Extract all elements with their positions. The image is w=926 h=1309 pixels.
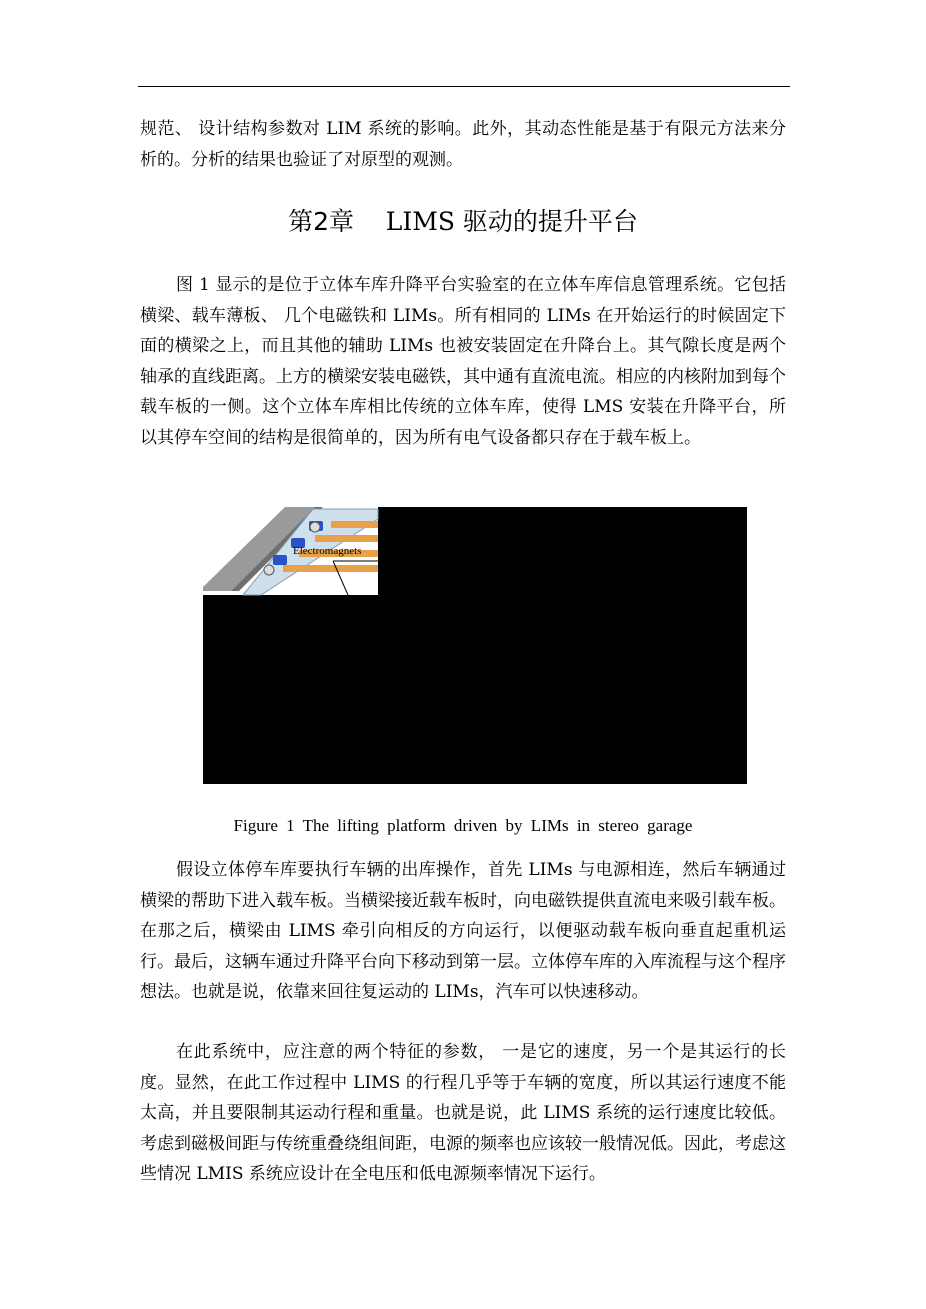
figure-lifting-platform xyxy=(203,507,747,784)
paragraph-system-description: 图 1 显示的是位于立体车库升降平台实验室的在立体车库信息管理系统。它包括横梁、载车薄板、 几个电磁铁和 LIMs。所有相同的 LIMs 在开始运行的时候固定下面的横梁之上，而且其他的辅助 LIMs 也被安装固定在升降台上。其气隙长度是两个轴承的直线距离。上方的横梁安装电磁铁，其中通有直流电流。相应的内核附加到每个载车板的一侧。这个立体车库相比传统的立体车库，使得 LMS 安装在升降平台，所以其停车空间的结构是很简单的，因为所有电气设备都只存在于载车板上。 xyxy=(140,275,786,448)
chapter-heading xyxy=(0,200,926,244)
chapter-title: LIMS 驱动的提升平台 xyxy=(385,207,638,236)
chapter-number: 第2章 xyxy=(288,207,354,236)
figure-caption: Figure 1 The lifting platform driven by LIMs in stereo garage xyxy=(233,816,693,835)
paragraph-intro-continued: 规范、 设计结构参数对 LIM 系统的影响。此外，其动态性能是基于有限元方法来分析的。分析的结果也验证了对原型的观测。 xyxy=(140,119,786,170)
carrier-plate-2 xyxy=(315,535,378,542)
paragraph-operation: 假设立体停车库要执行车辆的出库操作，首先 LIMs 与电源相连，然后车辆通过横梁的帮助下进入载车板。当横梁接近载车板时，向电磁铁提供直流电来吸引载车板。在那之后，横梁由 LIMS 牵引向相反的方向运行，以便驱动载车板向垂直起重机运行。最后，这辆车通过升降平台向下移动到第一层。立体停车库的入库流程与这个程序想法。也就是说，依靠来回往复运动的 LIMs，汽车可以快速移动。 xyxy=(140,860,786,1002)
paragraph-parameters: 在此系统中，应注意的两个特征的参数， 一是它的速度，另一个是其运行的长度。显然，在此工作过程中 LIMS 的行程几乎等于车辆的宽度，所以其运行速度不能太高，并且要限制其运动行程和重量。也就是说，此 LIMS 系统的运行速度比较低。考虑到磁极间距与传统重叠绕组间距，电源的频率也应该较一般情况低。因此，考虑这些情况 LMIS 系统应设计在全电压和低电源频率情况下运行。 xyxy=(140,1042,786,1184)
carrier-plate-1 xyxy=(331,521,378,528)
figure-illustration xyxy=(203,507,747,784)
electromagnets-label: Electromagnets xyxy=(293,545,362,557)
carrier-plate-4 xyxy=(283,565,378,572)
roller-1 xyxy=(310,522,320,532)
electromagnet-3 xyxy=(273,555,287,565)
roller-2 xyxy=(264,565,274,575)
header-rule xyxy=(138,86,790,87)
